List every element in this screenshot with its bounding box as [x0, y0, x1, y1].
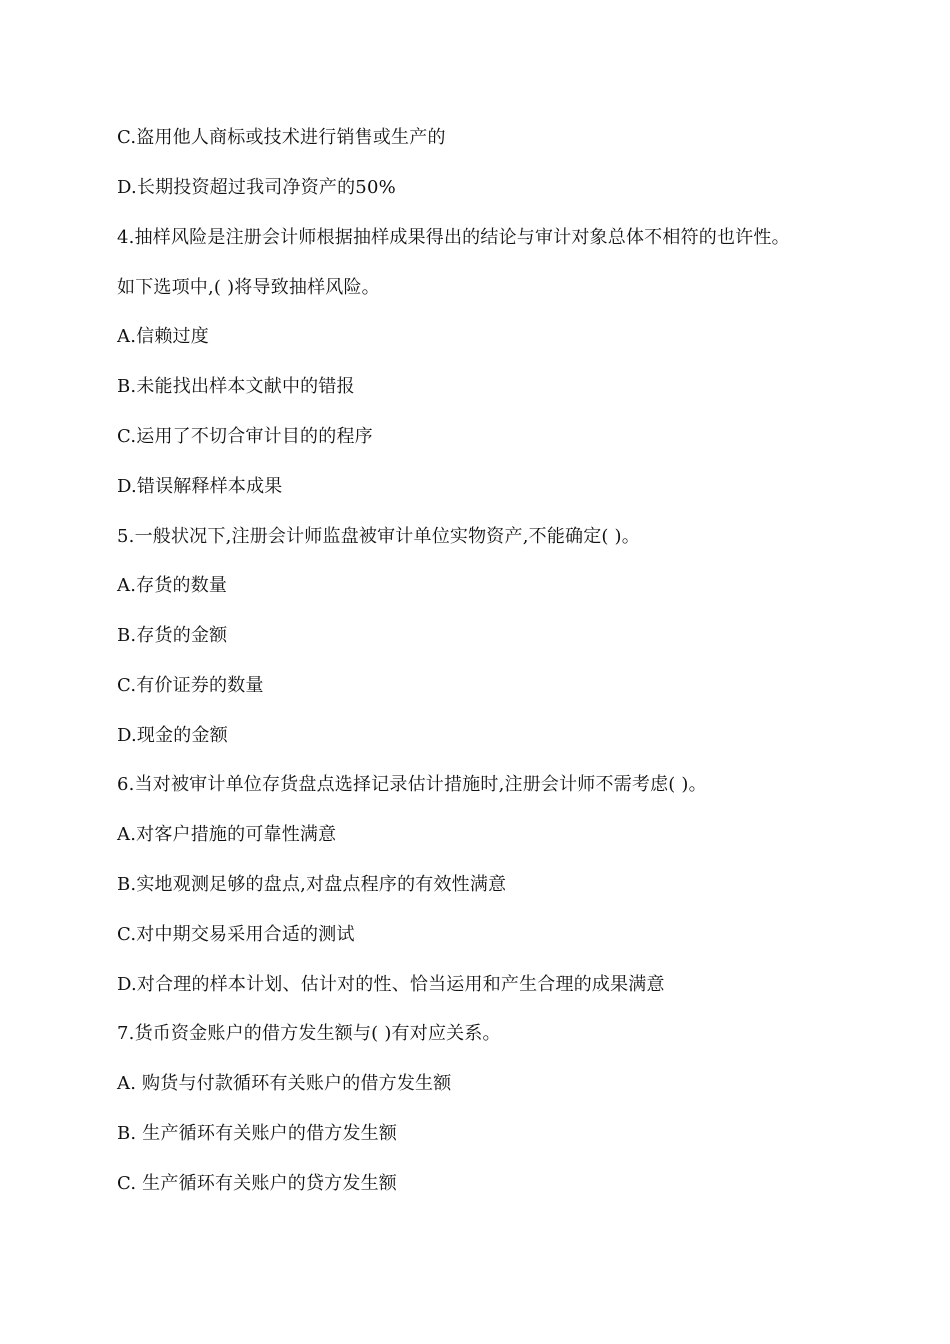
- option-6d: D.对合理的样本计划、估计对的性、恰当运用和产生合理的成果满意: [117, 974, 665, 995]
- option-4d: D.错误解释样本成果: [117, 476, 283, 497]
- question-5-stem: 5.一般状况下,注册会计师监盘被审计单位实物资产,不能确定( )。: [117, 526, 640, 547]
- option-4b: B.未能找出样本文献中的错报: [117, 376, 355, 397]
- question-6-stem: 6.当对被审计单位存货盘点选择记录估计措施时,注册会计师不需考虑( )。: [117, 774, 707, 795]
- option-7b: B. 生产循环有关账户的借方发生额: [117, 1123, 398, 1144]
- option-3d: D.长期投资超过我司净资产的50%: [117, 177, 396, 198]
- option-5c: C.有价证券的数量: [117, 675, 264, 696]
- question-4-prompt: 如下选项中,( )将导致抽样风险。: [117, 277, 380, 298]
- option-7a: A. 购货与付款循环有关账户的借方发生额: [117, 1073, 452, 1094]
- question-7-stem: 7.货币资金账户的借方发生额与( )有对应关系。: [117, 1023, 501, 1044]
- option-3c: C.盗用他人商标或技术进行销售或生产的: [117, 127, 446, 148]
- option-6c: C.对中期交易采用合适的测试: [117, 924, 355, 945]
- option-5b: B.存货的金额: [117, 625, 228, 646]
- option-7c: C. 生产循环有关账户的贷方发生额: [117, 1173, 397, 1194]
- option-5a: A.存货的数量: [117, 575, 228, 596]
- option-6a: A.对客户措施的可靠性满意: [117, 824, 337, 845]
- option-4a: A.信赖过度: [117, 326, 209, 347]
- option-5d: D.现金的金额: [117, 725, 228, 746]
- option-6b: B.实地观测足够的盘点,对盘点程序的有效性满意: [117, 874, 507, 895]
- question-4-stem: 4.抽样风险是注册会计师根据抽样成果得出的结论与审计对象总体不相符的也许性。: [117, 227, 790, 248]
- option-4c: C.运用了不切合审计目的的程序: [117, 426, 373, 447]
